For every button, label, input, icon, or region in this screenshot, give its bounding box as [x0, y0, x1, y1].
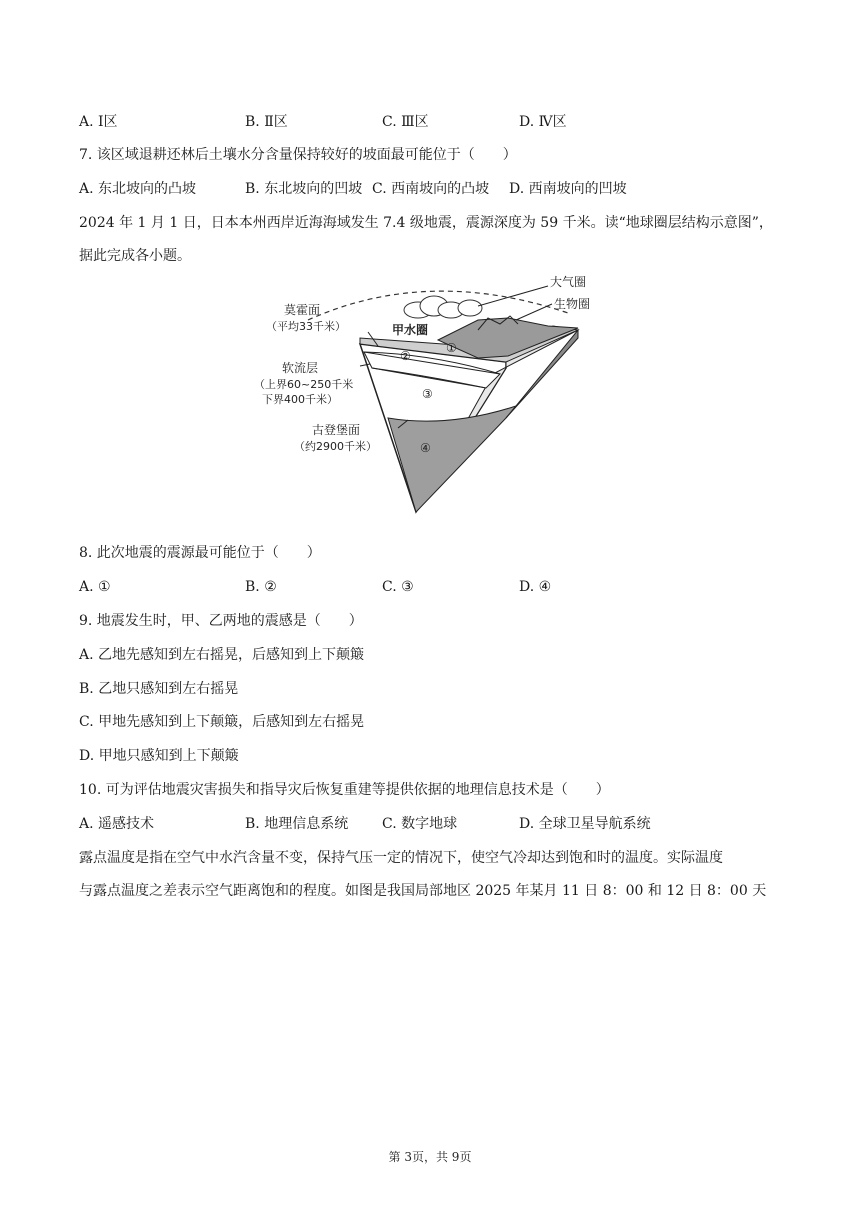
q10-stem: 10. 可为评估地震灾害损失和指导灾后恢复重建等提供依据的地理信息技术是（ ） [79, 782, 610, 798]
q10-option-d: D. 全球卫星导航系统 [519, 816, 651, 832]
q9-option-a: A. 乙地先感知到左右摇晃，后感知到上下颠簸 [79, 647, 365, 663]
q7-option-a: A. 东北坡向的凸坡 [79, 181, 197, 197]
gutenberg-depth-label: （约2900千米） [294, 440, 377, 453]
hydrosphere-label: 甲水圈 [392, 323, 429, 337]
dew-intro-line2: 与露点温度之差表示空气距离饱和的程度。如图是我国局部地区 2025 年某月 11 日 8：00 和 12 日 8：00 天 [79, 883, 767, 899]
q9-stem: 9. 地震发生时，甲、乙两地的震感是（ ） [79, 613, 363, 629]
q10-option-c: C. 数字地球 [382, 816, 458, 832]
marker-2: ② [400, 349, 411, 363]
q7-option-b: B. 东北坡向的凹坡 [245, 181, 363, 197]
q8-option-b: B. ② [245, 579, 277, 595]
dew-intro-line1: 露点温度是指在空气中水汽含量不变，保持气压一定的情况下，使空气冷却达到饱和时的温度。实际温度 [79, 850, 723, 866]
marker-3: ③ [422, 387, 433, 401]
q8-option-a: A. ① [79, 579, 111, 595]
q8-option-c: C. ③ [382, 579, 414, 595]
q9-option-d: D. 甲地只感知到上下颠簸 [79, 748, 239, 764]
asthenosphere-upper-label: （上界60~250千米 [254, 378, 354, 391]
atmosphere-label: 大气圈 [550, 275, 587, 289]
q6-option-c: C. Ⅲ区 [382, 114, 429, 130]
moho-label: 莫霍面 [284, 303, 321, 317]
q9-option-b: B. 乙地只感知到左右摇晃 [79, 681, 239, 697]
q7-option-c: C. 西南坡向的凸坡 [372, 181, 490, 197]
q9-option-c: C. 甲地先感知到上下颠簸，后感知到左右摇晃 [79, 714, 365, 730]
asthenosphere-lower-label: 下界400千米） [262, 393, 338, 406]
outer-core-layer [388, 406, 516, 512]
quake-intro-line1: 2024 年 1 月 1 日，日本本州西岸近海海域发生 7.4 级地震，震源深度为 59 千米。读“地球圈层结构示意图”， [79, 215, 773, 231]
q7-option-d: D. 西南坡向的凹坡 [509, 181, 627, 197]
q8-option-d: D. ④ [519, 579, 552, 595]
q10-option-a: A. 遥感技术 [79, 816, 155, 832]
q6-option-b: B. Ⅱ区 [245, 114, 288, 130]
q6-option-d: D. Ⅳ区 [519, 114, 567, 130]
gutenberg-label: 古登堡面 [312, 423, 361, 437]
earth-sphere-structure-diagram [248, 268, 618, 518]
moho-depth-label: （平均33千米） [266, 320, 346, 333]
q7-stem: 7. 该区域退耕还林后土壤水分含量保持较好的坡面最可能位于（ ） [79, 147, 517, 163]
q8-stem: 8. 此次地震的震源最可能位于（ ） [79, 545, 321, 561]
biosphere-label: 生物圈 [554, 297, 591, 311]
q6-option-a: A. Ⅰ区 [79, 114, 118, 130]
q10-option-b: B. 地理信息系统 [245, 816, 349, 832]
page-footer: 第 3页，共 9页 [388, 1150, 472, 1164]
marker-1: ① [446, 341, 457, 355]
asthenosphere-label: 软流层 [282, 361, 319, 375]
marker-4: ④ [420, 441, 431, 455]
cloud-icon [404, 296, 482, 318]
quake-intro-line2: 据此完成各小题。 [79, 248, 191, 264]
